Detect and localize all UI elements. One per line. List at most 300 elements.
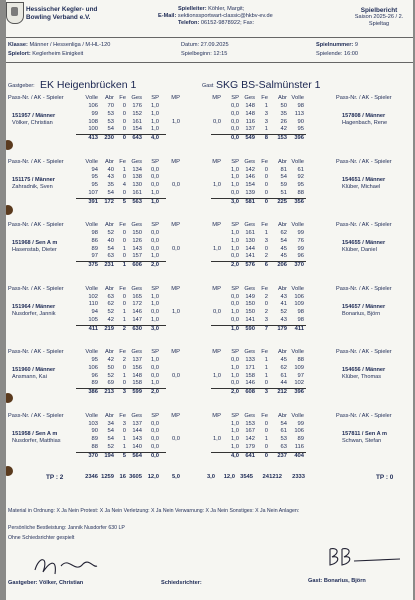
guest-cell: 139 xyxy=(245,189,255,196)
home-cell: 63 xyxy=(107,293,114,300)
guest-cell: 158 xyxy=(245,372,255,379)
guest-sum-cell: 356 xyxy=(294,198,304,205)
player-block xyxy=(6,159,413,225)
guest-cell: 149 xyxy=(245,293,255,300)
guest-cell: 150 xyxy=(245,309,255,316)
guest-cell: 154 xyxy=(245,182,255,189)
guest-total-cell: 3545 xyxy=(240,474,253,480)
guest-pass-header: Pass-Nr. / AK - Spieler xyxy=(336,95,392,101)
home-sum-cell: 194 xyxy=(104,452,114,459)
guest-mp: 1,0 xyxy=(212,372,221,379)
home-cell: 1,0 xyxy=(150,118,159,125)
home-col-header: MP xyxy=(171,222,180,228)
guest-player-id: 154656 / Männer xyxy=(342,367,386,373)
home-cell: 110 xyxy=(88,301,98,308)
org-line-1: Hessischer Kegler- und xyxy=(26,6,98,13)
end-row xyxy=(316,51,358,58)
phone-value: 06152-9878922; Fax: xyxy=(200,20,255,26)
guest-pass-header: Pass-Nr. / AK - Spieler xyxy=(336,158,392,165)
guest-cell: 141 xyxy=(245,253,255,260)
home-cell: 3 xyxy=(122,420,126,427)
guest-cell: 1,0 xyxy=(230,166,239,173)
guest-col-header: Ges xyxy=(244,222,255,228)
home-col-header: Fe xyxy=(119,285,126,292)
guest-col-header: MP xyxy=(212,222,221,228)
home-col-header: SP xyxy=(151,285,159,292)
home-cell: 4 xyxy=(122,182,126,189)
guest-cell: 146 xyxy=(245,174,255,181)
guest-total-cell: 1212 xyxy=(269,474,282,480)
home-cell: 89 xyxy=(91,380,98,387)
guest-cell: 89 xyxy=(297,436,304,443)
guest-player-name: Klüber, Thomas xyxy=(342,374,382,380)
report-title: Spielbericht xyxy=(360,7,398,14)
guest-col-header: Fe xyxy=(261,412,268,419)
guest-col-header: SP xyxy=(231,158,239,165)
home-mp: 1,0 xyxy=(171,118,180,125)
guest-player-id: 157811 / Sen A m xyxy=(342,430,387,437)
guest-cell: 98 xyxy=(297,309,304,316)
home-cell: 0,0 xyxy=(150,245,159,252)
home-cell: 100 xyxy=(88,126,98,133)
guest-cell: 88 xyxy=(297,357,304,363)
home-player-name: Ansmann, Kai xyxy=(12,374,47,380)
guest-col-header: Fe xyxy=(261,158,268,165)
home-col-header: Fe xyxy=(119,95,126,101)
home-col-header: MP xyxy=(171,158,180,165)
home-cell: 42 xyxy=(107,357,114,363)
home-col-header: Abr xyxy=(104,95,114,101)
guest-col-header: MP xyxy=(212,285,221,292)
home-mp: 0,0 xyxy=(171,372,180,379)
guest-cell: 1 xyxy=(264,436,268,443)
guest-cell: 43 xyxy=(280,316,287,323)
guest-cell: 61 xyxy=(280,372,287,379)
guest-cell: 42 xyxy=(280,126,287,133)
home-cell: 0 xyxy=(122,293,126,300)
home-player-id: 151175 / Männer xyxy=(12,176,55,183)
home-cell: 156 xyxy=(132,364,142,371)
home-pass-header: Pass-Nr. / AK - Spieler xyxy=(8,349,64,355)
home-cell: 144 xyxy=(132,428,142,435)
guest-cell: 1 xyxy=(264,357,268,363)
home-col-header: Abr xyxy=(104,349,114,355)
guest-cell: 0 xyxy=(264,443,268,450)
guest-mp: 1,0 xyxy=(212,245,221,252)
email-label: E-Mail: xyxy=(158,13,177,19)
guest-cell: 142 xyxy=(245,166,255,173)
home-cell: 1,0 xyxy=(150,380,159,387)
guest-cell: 0 xyxy=(264,420,268,427)
guest-cell: 1 xyxy=(264,372,268,379)
home-sum-cell: 643 xyxy=(132,135,142,142)
home-total-cell: 16 xyxy=(119,474,126,480)
guest-sum-cell: 2,0 xyxy=(230,262,239,269)
guest-cell: 95 xyxy=(297,182,304,189)
guest-cell: 1 xyxy=(264,230,268,236)
player-block xyxy=(6,413,413,479)
home-sum-cell: 5 xyxy=(122,198,126,205)
home-player-id: 151964 / Männer xyxy=(12,303,56,310)
home-sum-cell: 2,0 xyxy=(150,389,159,396)
home-cell: 69 xyxy=(107,380,114,387)
home-label: Gastgeber: xyxy=(8,83,35,89)
home-cell: 0,0 xyxy=(150,364,159,371)
guest-cell: 2 xyxy=(264,293,268,300)
home-cell: 52 xyxy=(107,372,114,379)
date-row xyxy=(181,42,229,49)
venue-row xyxy=(8,51,83,58)
guest-cell: 130 xyxy=(245,237,255,244)
guest-sum-cell: 576 xyxy=(245,262,255,269)
guest-cell: 50 xyxy=(280,103,287,109)
guest-sum-cell: 549 xyxy=(245,135,255,142)
date-label: Datum: xyxy=(181,42,200,48)
guest-player-name: Klüber, Michael xyxy=(342,183,381,190)
home-cell: 1,0 xyxy=(150,316,159,323)
guest-label: Gast xyxy=(202,83,214,89)
guest-cell: 98 xyxy=(297,103,304,109)
home-col-header: Abr xyxy=(104,222,114,228)
home-col-header: Ges xyxy=(131,158,142,165)
no-referee-note: Ohne Schiedsrichter gespielt xyxy=(8,535,75,541)
home-cell: 0 xyxy=(122,380,126,387)
guest-sum-cell: 7 xyxy=(264,325,268,332)
home-cell: 1,0 xyxy=(150,126,159,133)
home-cell: 43 xyxy=(107,174,114,181)
home-sum-cell: 606 xyxy=(132,262,142,269)
guest-total-cell: 12,0 xyxy=(223,474,235,480)
end-label: Spielende: xyxy=(316,51,343,57)
season-label: Saison xyxy=(354,14,372,20)
home-total-cell: 3605 xyxy=(129,474,142,480)
home-cell: 1,0 xyxy=(150,293,159,300)
home-cell: 172 xyxy=(132,301,142,308)
home-cell: 130 xyxy=(132,182,142,189)
guest-sum-cell: 6 xyxy=(264,262,268,269)
phone-label: Telefon: xyxy=(178,20,200,26)
guest-cell: 99 xyxy=(297,245,304,252)
home-cell: 1,0 xyxy=(150,357,159,363)
home-cell: 103 xyxy=(88,420,98,427)
guest-cell: 0,0 xyxy=(230,380,239,387)
home-cell: 54 xyxy=(107,189,114,196)
home-cell: 165 xyxy=(132,293,142,300)
home-cell: 108 xyxy=(88,118,98,125)
home-cell: 137 xyxy=(132,420,142,427)
home-sum-cell: 375 xyxy=(88,262,98,269)
home-cell: 147 xyxy=(132,316,142,323)
home-col-header: MP xyxy=(171,285,180,292)
guest-cell: 148 xyxy=(245,103,255,109)
home-cell: 40 xyxy=(107,237,114,244)
guest-mp: 1,0 xyxy=(212,436,221,443)
home-cell: 95 xyxy=(91,174,98,181)
guest-cell: 0 xyxy=(264,189,268,196)
home-total-cell: 2346 xyxy=(85,474,98,480)
guest-cell: 26 xyxy=(280,118,287,125)
guest-cell: 1,0 xyxy=(230,309,239,316)
home-player-id: 151960 / Männer xyxy=(12,367,56,373)
home-cell: 42 xyxy=(107,316,114,323)
home-cell: 0 xyxy=(122,364,126,371)
home-cell: 94 xyxy=(91,309,98,316)
home-cell: 90 xyxy=(91,428,98,435)
home-cell: 126 xyxy=(132,237,142,244)
guest-cell: 3 xyxy=(264,110,268,117)
home-cell: 1 xyxy=(122,443,126,450)
leader-block xyxy=(158,6,273,27)
home-team-name: EK Heigenbrücken 1 xyxy=(40,79,137,91)
guest-cell: 148 xyxy=(245,110,255,117)
guest-cell: 0,0 xyxy=(230,301,239,308)
guest-sum-cell: 641 xyxy=(245,452,255,459)
game-no-value: 9 xyxy=(354,42,358,48)
guest-col-header: Abr xyxy=(277,158,287,165)
home-signature-icon xyxy=(31,550,101,580)
leader-label: Spielleiter: xyxy=(178,6,207,12)
hkbv-logo-icon xyxy=(6,2,24,24)
home-cell: 98 xyxy=(91,230,98,236)
guest-cell: 146 xyxy=(245,380,255,387)
home-cell: 157 xyxy=(132,253,142,260)
guest-cell: 3 xyxy=(264,316,268,323)
guest-cell: 97 xyxy=(297,372,304,379)
guest-mp: 0,0 xyxy=(212,309,221,316)
home-cell: 0 xyxy=(122,230,126,236)
home-col-header: Abr xyxy=(104,412,114,419)
home-col-header: Abr xyxy=(104,285,114,292)
player-block xyxy=(6,222,413,288)
guest-col-header: Ges xyxy=(244,285,255,292)
home-col-header: SP xyxy=(151,412,159,419)
guest-cell: 51 xyxy=(280,189,287,196)
home-pass-header: Pass-Nr. / AK - Spieler xyxy=(8,285,64,292)
guest-cell: 2 xyxy=(264,309,268,316)
guest-cell: 102 xyxy=(294,380,304,387)
home-col-header: MP xyxy=(171,95,180,101)
home-cell: 95 xyxy=(91,182,98,189)
guest-cell: 63 xyxy=(280,443,287,450)
home-sum-cell: 2,0 xyxy=(150,262,159,269)
home-cell: 134 xyxy=(132,166,142,173)
guest-cell: 1 xyxy=(264,126,268,133)
home-cell: 1 xyxy=(122,372,126,379)
guest-mp: 0,0 xyxy=(212,118,221,125)
home-sum-cell: 630 xyxy=(132,325,142,332)
guest-cell: 0 xyxy=(264,166,268,173)
guest-cell: 0,0 xyxy=(230,103,239,109)
home-total-cell: 12,0 xyxy=(147,474,159,480)
guest-cell: 1,0 xyxy=(230,443,239,450)
guest-sum-cell: 212 xyxy=(277,389,287,396)
guest-col-header: MP xyxy=(212,95,221,101)
home-cell: 0,0 xyxy=(150,237,159,244)
home-sum-cell: 231 xyxy=(104,262,114,269)
home-sum-cell: 1 xyxy=(122,262,126,269)
home-sum-cell: 564 xyxy=(132,452,142,459)
guest-player-name: Klüber, Daniel xyxy=(342,247,377,253)
player-block xyxy=(6,286,413,352)
guest-cell: 1,0 xyxy=(230,182,239,189)
home-total-cell: 5,0 xyxy=(171,474,180,480)
home-cell: 154 xyxy=(132,126,142,133)
home-sum-cell: 0,0 xyxy=(150,452,159,459)
home-col-header: Volle xyxy=(85,95,98,101)
home-sum-cell: 413 xyxy=(88,135,98,142)
end-value: 16:00 xyxy=(344,51,358,57)
home-cell: 54 xyxy=(107,428,114,435)
home-sum-cell: 1,0 xyxy=(150,198,159,205)
home-sum-cell: 219 xyxy=(104,325,114,332)
home-mp: 0,0 xyxy=(171,436,180,443)
home-col-header: Ges xyxy=(131,412,142,419)
home-col-header: SP xyxy=(151,349,159,355)
home-cell: 0,0 xyxy=(150,443,159,450)
home-cell: 158 xyxy=(132,380,142,387)
home-col-header: Volle xyxy=(85,285,98,292)
home-cell: 0 xyxy=(122,126,126,133)
guest-cell: 167 xyxy=(245,428,255,435)
home-col-header: Abr xyxy=(104,158,114,165)
home-cell: 1 xyxy=(122,436,126,443)
guest-cell: 150 xyxy=(245,301,255,308)
home-cell: 176 xyxy=(132,103,142,109)
guest-cell: 0,0 xyxy=(230,189,239,196)
org-line-2: Bowling Verband e.V. xyxy=(26,14,91,21)
guest-player-id: 154651 / Männer xyxy=(342,176,386,183)
guest-cell: 1,0 xyxy=(230,237,239,244)
guest-cell: 153 xyxy=(245,420,255,427)
report-sheet xyxy=(6,0,413,600)
home-cell: 63 xyxy=(107,253,114,260)
guest-cell: 43 xyxy=(280,293,287,300)
class-label: Klasse: xyxy=(8,42,28,48)
home-cell: 53 xyxy=(107,110,114,117)
guest-cell: 142 xyxy=(245,436,255,443)
home-sum-cell: 230 xyxy=(104,135,114,142)
guest-col-header: Volle xyxy=(291,285,304,292)
home-col-header: MP xyxy=(171,349,180,355)
guest-col-header: Abr xyxy=(277,412,287,419)
guest-player-name: Hagenbach, Rene xyxy=(342,120,388,126)
home-cell: 106 xyxy=(88,103,98,109)
guest-cell: 59 xyxy=(280,182,287,189)
guest-sum-cell: 206 xyxy=(277,262,287,269)
home-cell: 2 xyxy=(122,357,126,363)
home-col-header: Fe xyxy=(119,222,126,228)
home-cell: 40 xyxy=(107,166,114,173)
guest-sum-cell: 411 xyxy=(294,325,304,332)
home-cell: 138 xyxy=(132,174,142,181)
guest-cell: 144 xyxy=(245,245,255,252)
home-pass-header: Pass-Nr. / AK - Spieler xyxy=(8,95,64,101)
home-col-header: Ges xyxy=(131,222,142,228)
guest-cell: 61 xyxy=(297,166,304,173)
game-no-label: Spielnummer: xyxy=(316,42,354,48)
guest-cell: 0 xyxy=(264,301,268,308)
home-cell: 89 xyxy=(91,245,98,252)
home-col-header: Fe xyxy=(119,158,126,165)
home-cell: 1 xyxy=(122,166,126,173)
guest-cell: 44 xyxy=(280,380,287,387)
home-cell: 0 xyxy=(122,103,126,109)
home-cell: 52 xyxy=(107,230,114,236)
home-col-header: Ges xyxy=(131,349,142,355)
home-mp: 0,0 xyxy=(171,182,180,189)
guest-col-header: Fe xyxy=(261,95,268,101)
guest-sum-cell: 0,0 xyxy=(230,135,239,142)
guest-col-header: Volle xyxy=(291,222,304,228)
guest-cell: 0,0 xyxy=(230,118,239,125)
guest-cell: 0 xyxy=(264,428,268,435)
guest-col-header: SP xyxy=(231,349,239,355)
guest-team-name: SKG BS-Salmünster 1 xyxy=(216,79,321,91)
guest-cell: 0 xyxy=(264,174,268,181)
guest-col-header: Ges xyxy=(244,412,255,419)
home-col-header: Fe xyxy=(119,412,126,419)
guest-cell: 1,0 xyxy=(230,436,239,443)
class-value: Männer / Hessenliga / M-HL-120 xyxy=(29,42,111,48)
home-sum-cell: 3,0 xyxy=(150,325,159,332)
guest-cell: 0,0 xyxy=(230,293,239,300)
home-player-id: 151958 / Sen A m xyxy=(12,430,58,437)
home-player-name: Völker, Christian xyxy=(12,120,53,126)
header-rule-2 xyxy=(6,62,413,63)
home-col-header: Volle xyxy=(85,412,98,419)
home-cell: 97 xyxy=(91,253,98,260)
guest-col-header: Abr xyxy=(277,285,287,292)
home-col-header: Volle xyxy=(85,222,98,228)
guest-pass-header: Pass-Nr. / AK - Spieler xyxy=(336,222,392,228)
guest-cell: 1,0 xyxy=(230,372,239,379)
guest-cell: 45 xyxy=(280,253,287,260)
guest-col-header: SP xyxy=(231,222,239,228)
referee-label: Schiedsrichter: xyxy=(161,580,202,586)
venue-label: Spielort: xyxy=(8,51,31,57)
guest-cell: 113 xyxy=(294,110,304,117)
guest-sum-cell: 8 xyxy=(264,135,268,142)
guest-col-header: Ges xyxy=(244,95,255,101)
guest-total-cell: 24 xyxy=(262,474,269,480)
guest-sum-cell: 370 xyxy=(294,262,304,269)
email-value[interactable]: sektionssportwart-classic@hkbv-ev.de xyxy=(177,13,273,19)
player-block xyxy=(6,349,413,415)
guest-sum-cell: 590 xyxy=(245,325,255,332)
home-cell: 94 xyxy=(91,166,98,173)
home-pass-header: Pass-Nr. / AK - Spieler xyxy=(8,222,64,228)
guest-cell: 76 xyxy=(297,237,304,244)
guest-col-header: MP xyxy=(212,412,221,419)
guest-cell: 35 xyxy=(280,110,287,117)
home-cell: 0,0 xyxy=(150,420,159,427)
guest-cell: 92 xyxy=(297,174,304,181)
guest-cell: 116 xyxy=(245,118,255,125)
guest-sum-cell: 0 xyxy=(264,198,268,205)
guest-signer: Gast: Bonarius, Björn xyxy=(308,578,366,584)
guest-cell: 53 xyxy=(280,436,287,443)
guest-cell: 0,0 xyxy=(230,316,239,323)
class-row xyxy=(8,42,110,49)
home-pass-header: Pass-Nr. / AK - Spieler xyxy=(8,412,64,419)
home-col-header: Volle xyxy=(85,349,98,355)
home-cell: 70 xyxy=(107,103,114,109)
guest-col-header: Volle xyxy=(291,349,304,355)
home-cell: 0,0 xyxy=(150,436,159,443)
home-sum-cell: 563 xyxy=(132,198,142,205)
home-cell: 0 xyxy=(122,428,126,435)
home-col-header: Fe xyxy=(119,349,126,355)
